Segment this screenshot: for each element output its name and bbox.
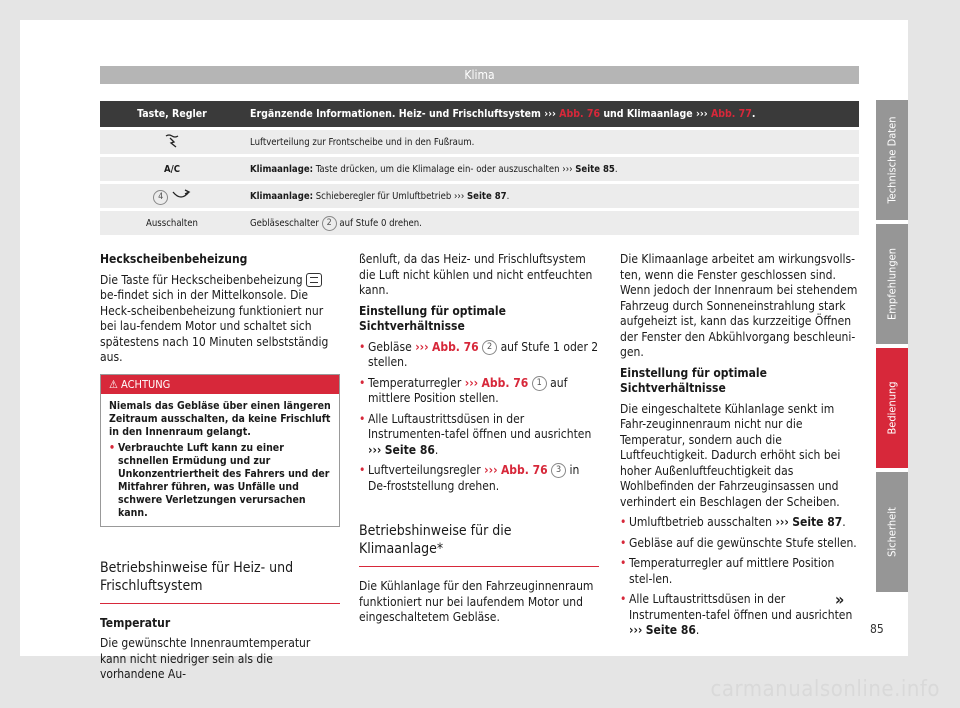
continue-marker: » [835, 590, 845, 609]
table-row [100, 183, 859, 210]
column-1 [100, 252, 340, 688]
subheading: Heckscheibenbeheizung [100, 252, 248, 266]
table-cell: Gebläseschalter 2 auf Stufe 0 drehen. [244, 210, 859, 236]
paragraph: Die gewünschte Innenraumtemperatur kann nicht niedriger sein als die vorhandene Au- [100, 636, 311, 681]
callout-number: 4 [153, 190, 168, 205]
tab-empfehlungen[interactable]: Empfehlungen [876, 224, 908, 344]
paragraph: Die Klimaanlage arbeitet am wirkungsvolls-ten, wenn die Fenster geschlossen sind. Wenn jedoch der Innenraum bei stehendem Fahrzeug durch Sonneneinstrahlung stark aufgeheizt ist, kann das kurzzeitige Öffnen der Fenster den Abkühlvorgang beschleuni-gen. [620, 252, 858, 359]
section-title: Betriebshinweise für die Klimaanlage* [359, 512, 599, 567]
table-header-row [100, 101, 859, 129]
subheading: Einstellung für optimale Sichtverhältnisse [359, 303, 506, 333]
table-row [100, 210, 859, 236]
subheading: Temperatur [100, 615, 171, 630]
rear-window-heater-icon [306, 273, 322, 287]
section-title: Betriebshinweise für Heiz- und Frischluftsystem [100, 549, 340, 604]
page-header: Klima [100, 66, 859, 84]
bullet-item: • Temperaturregler ››› Abb. 76 1 auf mittlere Position stellen. [359, 376, 599, 407]
warning-body [101, 394, 339, 520]
recirculation-icon [171, 188, 191, 200]
callout-number: 3 [551, 463, 566, 478]
bullet-item: • Gebläse ››› Abb. 76 2 auf Stufe 1 oder 2 stellen. [359, 340, 599, 371]
paragraph: Die Kühlanlage für den Fahrzeuginnenraum funktioniert nur bei laufendem Motor und eingeschaltetem Gebläse. [359, 579, 594, 624]
subheading: Einstellung für optimale Sichtverhältnisse [620, 365, 767, 395]
table-cell: Ausschalten [100, 210, 244, 236]
bullet-item: • Alle Luftaustrittsdüsen in der Instrumenten-tafel öffnen und ausrichten ››› Seite 86. [620, 592, 860, 639]
bullet-item: • Luftverteilungsregler ››› Abb. 76 3 in De-froststellung drehen. [359, 463, 599, 494]
tab-bedienung[interactable]: Bedienung [876, 348, 908, 468]
warning-header: ⚠ ACHTUNG [101, 375, 339, 394]
table-header-cell: Taste, Regler [100, 101, 244, 129]
tab-sicherheit[interactable]: Sicherheit [876, 472, 908, 592]
warning-box [100, 374, 340, 527]
bullet-item: • Umluftbetrieb ausschalten ››› Seite 87. [620, 515, 860, 531]
table-cell: A/C [100, 156, 244, 183]
callout-number: 2 [482, 340, 497, 355]
warning-text: Niemals das Gebläse über einen längeren Zeitraum ausschalten, da keine Frischluft in den Innenraum gelangt. [109, 399, 331, 438]
bullet-item: • Temperaturregler auf mittlere Position stel-len. [620, 556, 860, 587]
paragraph: Die eingeschaltete Kühlanlage senkt im Fahr-zeuginnenraum nicht nur die Temperatur, sondern auch die Luftfeuchtigkeit. Dadurch erhöht sich bei hoher Außenluftfeuchtigkeit das Wohlbefinden der Fahrzeuginsassen und verhindert ein Beschlagen der Scheiben. [620, 401, 841, 509]
table-cell [100, 183, 244, 210]
callout-number: 1 [532, 376, 547, 391]
bullet-item: • Gebläse auf die gewünschte Stufe stellen. [620, 536, 860, 552]
callout-number: 2 [322, 216, 337, 231]
tab-technische-daten[interactable]: Technische Daten [876, 100, 908, 220]
table-row [100, 129, 859, 156]
warning-text: • Verbrauchte Luft kann zu einer schnellen Ermüdung und zur Unkonzentriertheit des Fahrers und der Mitfahrer führen, was Unfälle und schwere Verletzungen verursachen kann. [109, 442, 331, 520]
controls-table [100, 101, 859, 235]
table-cell: Klimaanlage: Taste drücken, um die Klimalage ein- oder auszuschalten ››› Seite 85. [244, 156, 859, 183]
bullet-item: • Alle Luftaustrittsdüsen in der Instrumenten-tafel öffnen und ausrichten ››› Seite 86. [359, 412, 599, 459]
table-cell [100, 129, 244, 156]
table-header-cell: Ergänzende Informationen. Heiz- und Frischluftsystem ››› Abb. 76 und Klimaanlage ››› Abb. 77. [244, 101, 859, 129]
column-3 [620, 252, 860, 644]
defrost-footwell-icon [163, 134, 181, 148]
paragraph: ßenluft, da das Heiz- und Frischluftsystem die Luft nicht kühlen und nicht entfeuchten kann. [359, 252, 593, 297]
paragraph: Die Taste für Heckscheibenbeheizung be-findet sich in der Mittelkonsole. Die Heck-scheibenbeheizung funktioniert nur bei lau-fendem Motor und schaltet sich spätestens nach 10 Minuten selbstständig aus. [100, 272, 329, 364]
page-number: 85 [870, 622, 884, 636]
table-cell: Klimaanlage: Schieberegler für Umluftbetrieb ››› Seite 87. [244, 183, 859, 210]
table-cell: Luftverteilung zur Frontscheibe und in den Fußraum. [244, 129, 859, 156]
watermark: carmanualsonline.info [710, 677, 940, 702]
warning-icon: ⚠ [109, 377, 118, 391]
column-2 [359, 252, 599, 631]
table-row [100, 156, 859, 183]
